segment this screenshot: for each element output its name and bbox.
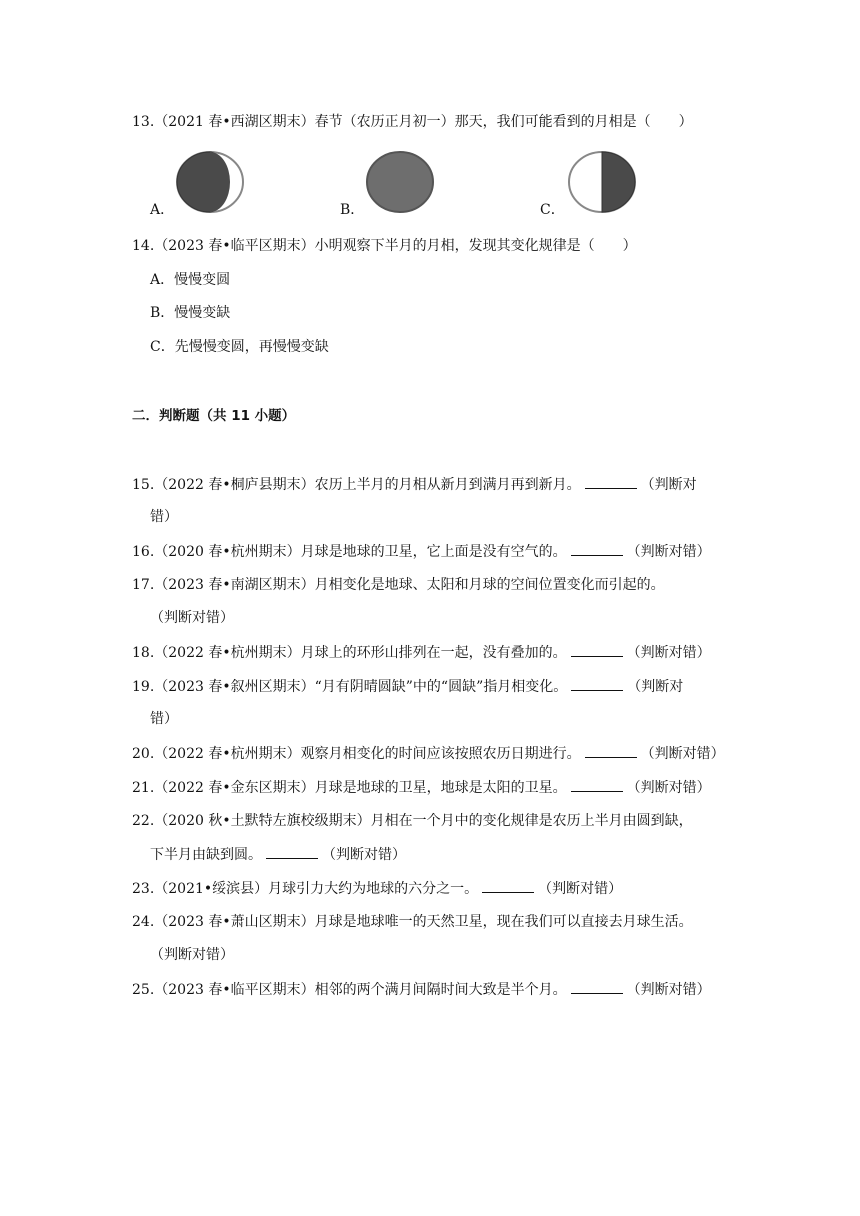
question-25	[132, 979, 711, 1000]
answer-blank-16[interactable]	[571, 541, 623, 556]
question-14: 14.（2023 春•临平区期末）小明观察下半月的月相，发现其变化规律是（ ）	[132, 238, 637, 254]
answer-blank-15[interactable]	[585, 474, 637, 489]
question-25-text: 25.（2023 春•临平区期末）相邻的两个满月间隔时间大致是半个月。	[132, 982, 567, 998]
moon-phase-c-icon	[567, 150, 637, 214]
answer-blank-23[interactable]	[482, 878, 534, 893]
question-16-text: 16.（2020 春•杭州期末）月球是地球的卫星，它上面是没有空气的。	[132, 544, 567, 560]
question-13: 13.（2021 春•西湖区期末）春节（农历正月初一）那天，我们可能看到的月相是（ ）	[132, 114, 693, 130]
answer-blank-25[interactable]	[571, 979, 623, 994]
question-18	[132, 642, 711, 663]
judge-hint-16: （判断对错）	[626, 544, 711, 560]
question-21-text: 21.（2022 春•金东区期末）月球是地球的卫星，地球是太阳的卫星。	[132, 780, 567, 796]
question-15-wrap: 错）	[150, 509, 178, 525]
moon-phase-b-icon	[365, 150, 435, 214]
q14-option-b[interactable]: B．慢慢变缺	[150, 305, 231, 321]
judge-hint-18: （判断对错）	[626, 645, 711, 661]
question-21	[132, 777, 711, 798]
answer-blank-22[interactable]	[266, 844, 318, 859]
question-17	[132, 575, 665, 595]
judge-hint-15: （判断对	[640, 477, 697, 493]
question-15-text: 15.（2022 春•桐庐县期末）农历上半月的月相从新月到满月再到新月。	[132, 477, 581, 493]
question-23	[132, 878, 622, 899]
judge-hint-20: （判断对错）	[640, 746, 725, 762]
question-19	[132, 676, 683, 697]
q13-option-b[interactable]: B．	[340, 202, 365, 218]
question-19-text: 19.（2023 春•叙州区期末）“月有阴晴圆缺”中的“圆缺”指月相变化。	[132, 679, 568, 695]
answer-blank-19[interactable]	[571, 676, 623, 691]
judge-hint-19: （判断对	[627, 679, 684, 695]
question-17-wrap: （判断对错）	[150, 610, 234, 626]
question-22-text: 22.（2020 秋•土默特左旗校级期末）月相在一个月中的变化规律是农历上半月由圆到缺，	[132, 813, 693, 829]
question-24-text: 24.（2023 春•萧山区期末）月球是地球唯一的天然卫星，现在我们可以直接去月球生活。	[132, 914, 693, 930]
question-22-wrap	[150, 844, 406, 865]
question-16	[132, 541, 711, 562]
question-18-text: 18.（2022 春•杭州期末）月球上的环形山排列在一起，没有叠加的。	[132, 645, 567, 661]
question-15	[132, 474, 697, 495]
answer-blank-18[interactable]	[571, 642, 623, 657]
q13-option-a[interactable]: A．	[150, 202, 175, 218]
question-17-text: 17.（2023 春•南湖区期末）月相变化是地球、太阳和月球的空间位置变化而引起的。	[132, 577, 665, 593]
question-23-text: 23.（2021•绥滨县）月球引力大约为地球的六分之一。	[132, 881, 479, 897]
q14-option-c[interactable]: C．先慢慢变圆，再慢慢变缺	[150, 339, 329, 355]
q13-option-c[interactable]: C．	[540, 202, 565, 218]
moon-phase-a-icon	[175, 150, 245, 214]
answer-blank-21[interactable]	[571, 777, 623, 792]
question-24	[132, 912, 693, 932]
judge-hint-21: （判断对错）	[626, 780, 711, 796]
section-heading: 二．判断题（共 11 小题）	[132, 408, 296, 424]
question-22-wrap-text: 下半月由缺到圆。	[150, 847, 262, 863]
q14-option-a[interactable]: A．慢慢变圆	[150, 272, 231, 288]
judge-hint-23: （判断对错）	[538, 881, 623, 897]
question-19-wrap: 错）	[150, 711, 178, 727]
question-22	[132, 811, 693, 831]
question-20	[132, 743, 725, 764]
question-24-wrap: （判断对错）	[150, 947, 234, 963]
judge-hint-22: （判断对错）	[322, 847, 406, 863]
question-20-text: 20.（2022 春•杭州期末）观察月相变化的时间应该按照农历日期进行。	[132, 746, 581, 762]
judge-hint-25: （判断对错）	[626, 982, 711, 998]
answer-blank-20[interactable]	[585, 743, 637, 758]
